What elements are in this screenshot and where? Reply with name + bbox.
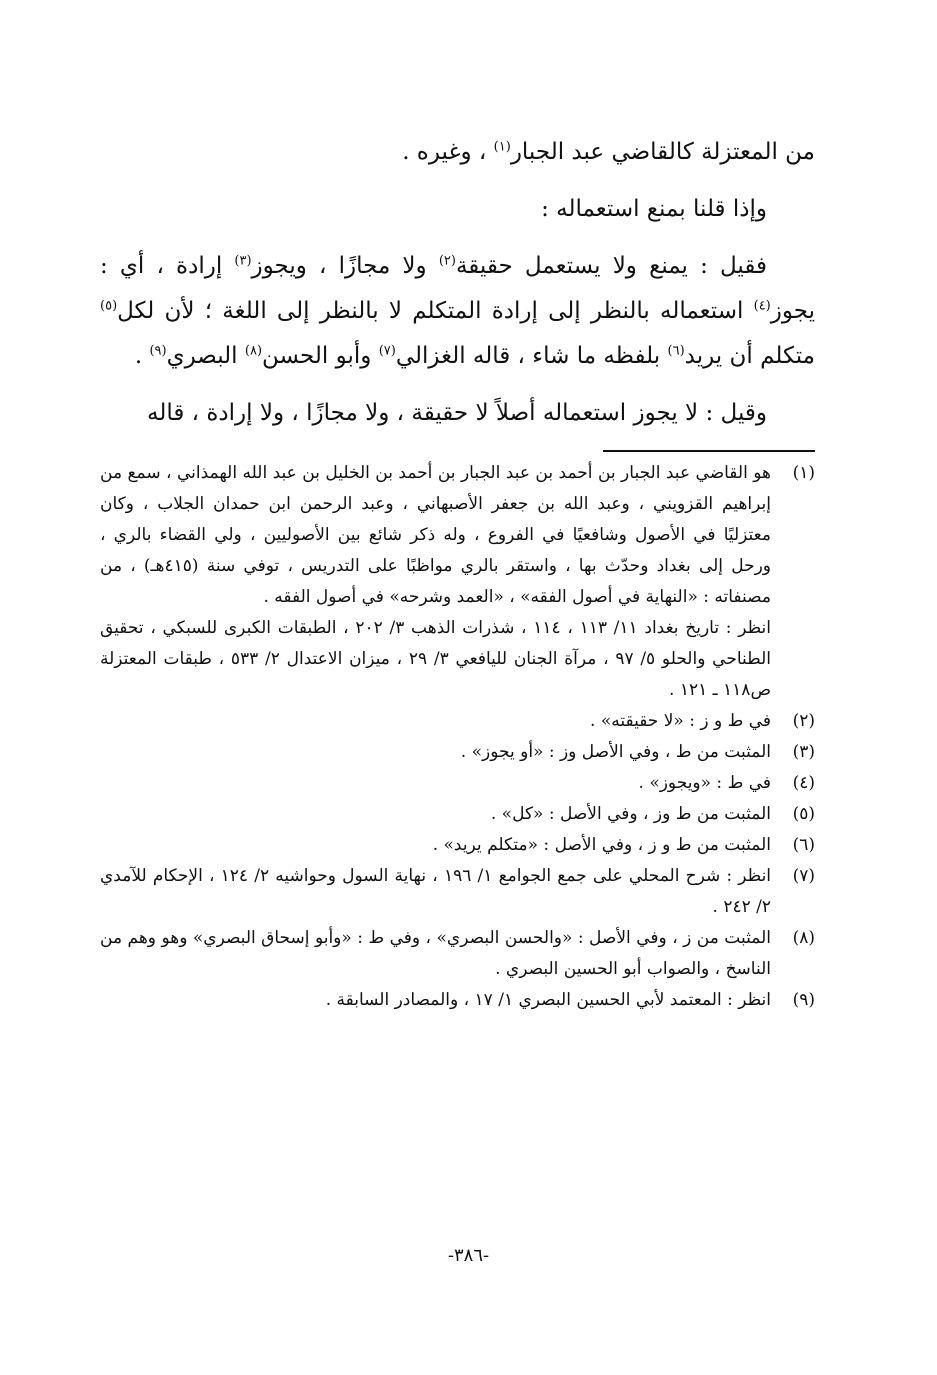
paragraph-1 xyxy=(100,130,815,175)
page-content xyxy=(100,130,815,1016)
footnote-body xyxy=(100,799,771,830)
footnote-number: (٥) xyxy=(792,804,815,824)
footnote-text: هو القاضي عبد الجبار بن أحمد بن عبد الجبار بن أحمد بن الخليل بن عبد الله الهمذاني ، سمع من إبراهيم القزويني ، وعبد الله بن جعفر الأصبهاني ، وعبد الرحمن ابن حمدان الجلاب ، وكان معتزليًا في الأصول وشافعيًا في الفروع ، وله ذكر شائع بين الأصوليين ، ولي القضاء بالري ، ورحل إلى بغداد وحدّث بها ، واستقر بالري مواظبًا على التدريس ، توفي سنة (٤١٥هـ) ، من مصنفاته : «النهاية في أصول الفقه» ، «العمد وشرحه» في أصول الفقه . xyxy=(100,463,772,607)
footnotes xyxy=(100,458,815,1016)
footnote-1 xyxy=(100,458,815,706)
text-run: فقيل : يمنع ولا يستعمل حقيقة xyxy=(455,253,767,279)
footnote-9 xyxy=(100,985,815,1016)
footnote-text: في ط : «ويجوز» . xyxy=(638,773,771,793)
footnote-body xyxy=(100,861,771,923)
footnote-ref-5[interactable]: (٥) xyxy=(100,298,118,314)
footnote-number: (٨) xyxy=(792,928,815,948)
footnote-text: في ط و ز : «لا حقيقته» . xyxy=(590,711,771,731)
footnote-body xyxy=(100,985,771,1016)
paragraph-3 xyxy=(100,244,815,379)
footnote-ref-3[interactable]: (٣) xyxy=(234,253,252,269)
footnote-5 xyxy=(100,799,815,830)
footnote-6 xyxy=(100,830,815,861)
footnote-3 xyxy=(100,737,815,768)
text-run: إرادة ، أي : يجوز xyxy=(100,253,815,324)
footnote-text: المثبت من ط و ز ، وفي الأصل : «متكلم يريد» . xyxy=(432,835,771,855)
text-run: وأبو الحسن xyxy=(262,343,379,369)
footnote-number: (٢) xyxy=(792,711,815,731)
text-run: استعماله بالنظر إلى إرادة المتكلم لا بالنظر إلى اللغة ؛ لأن لكل xyxy=(117,298,754,324)
footnote-number: (١) xyxy=(792,463,815,483)
footnote-text-sources: انظر : تاريخ بغداد ١١/ ١١٣ ، ١١٤ ، شذرات الذهب ٣/ ٢٠٢ ، الطبقات الكبرى للسبكي ، تحقيق الطناحي والحلو ٥/ ٩٧ ، مرآة الجنان لليافعي ٣/ ٢٩ ، ميزان الاعتدال ٢/ ٥٣٣ ، طبقات المعتزلة ص١١٨ ـ ١٢١ . xyxy=(100,618,771,700)
footnote-body xyxy=(100,923,771,985)
text-run: متكلم أن يريد xyxy=(684,343,815,369)
footnote-8 xyxy=(100,923,815,985)
text-run: وإذا قلنا بمنع استعماله : xyxy=(541,196,767,222)
paragraph-2 xyxy=(100,187,815,232)
footnote-ref-9[interactable]: (٩) xyxy=(149,343,167,359)
footnote-body xyxy=(100,706,771,737)
text-run: بلفظه ما شاء ، قاله الغزالي xyxy=(395,343,668,369)
text-run: البصري xyxy=(166,343,245,369)
footnote-ref-6[interactable]: (٦) xyxy=(667,343,685,359)
text-run: ، وغيره . xyxy=(402,139,494,165)
footnote-ref-4[interactable]: (٤) xyxy=(753,298,771,314)
footnote-number: (٣) xyxy=(792,742,815,762)
footnote-text: المثبت من ط ، وفي الأصل وز : «أو يجوز» . xyxy=(460,742,771,762)
page-number: -٣٨٦- xyxy=(447,1245,490,1266)
footnote-2 xyxy=(100,706,815,737)
footnote-body xyxy=(100,737,771,768)
footnote-number: (٩) xyxy=(792,990,815,1010)
footnote-number: (٧) xyxy=(792,866,815,886)
footnote-text: المثبت من ز ، وفي الأصل : «والحسن البصري» ، وفي ط : «وأبو إسحاق البصري» وهو وهم من الناسخ ، والصواب أبو الحسين البصري . xyxy=(100,928,771,979)
paragraph-4 xyxy=(100,391,815,436)
footnote-body xyxy=(100,768,771,799)
main-text xyxy=(100,130,815,436)
footnote-number: (٦) xyxy=(792,835,815,855)
text-run: وقيل : لا يجوز استعماله أصلاً لا حقيقة ، ولا مجازًا ، ولا إرادة ، قاله xyxy=(146,400,767,426)
footnote-body xyxy=(100,458,771,706)
footnote-body xyxy=(100,830,771,861)
footnote-separator xyxy=(603,450,815,452)
footnote-7 xyxy=(100,861,815,923)
text-run: من المعتزلة كالقاضي عبد الجبار xyxy=(510,139,815,165)
text-run: ولا مجازًا ، ويجوز xyxy=(251,253,439,279)
footnote-text: انظر : المعتمد لأبي الحسين البصري ١/ ١٧ ، والمصادر السابقة . xyxy=(325,990,771,1010)
footnote-text: انظر : شرح المحلي على جمع الجوامع ١/ ١٩٦ ، نهاية السول وحواشيه ٢/ ١٢٤ ، الإحكام للآمدي ٢/ ٢٤٢ . xyxy=(100,866,772,917)
footnote-text: المثبت من ط وز ، وفي الأصل : «كل» . xyxy=(490,804,771,824)
footnote-ref-8[interactable]: (٨) xyxy=(244,343,263,359)
footnote-ref-7[interactable]: (٧) xyxy=(378,343,396,359)
footnote-number: (٤) xyxy=(792,773,815,793)
footnote-ref-2[interactable]: (٢) xyxy=(438,253,456,269)
footnote-ref-1[interactable]: (١) xyxy=(493,139,511,155)
footnote-4 xyxy=(100,768,815,799)
text-run: . xyxy=(134,343,150,369)
